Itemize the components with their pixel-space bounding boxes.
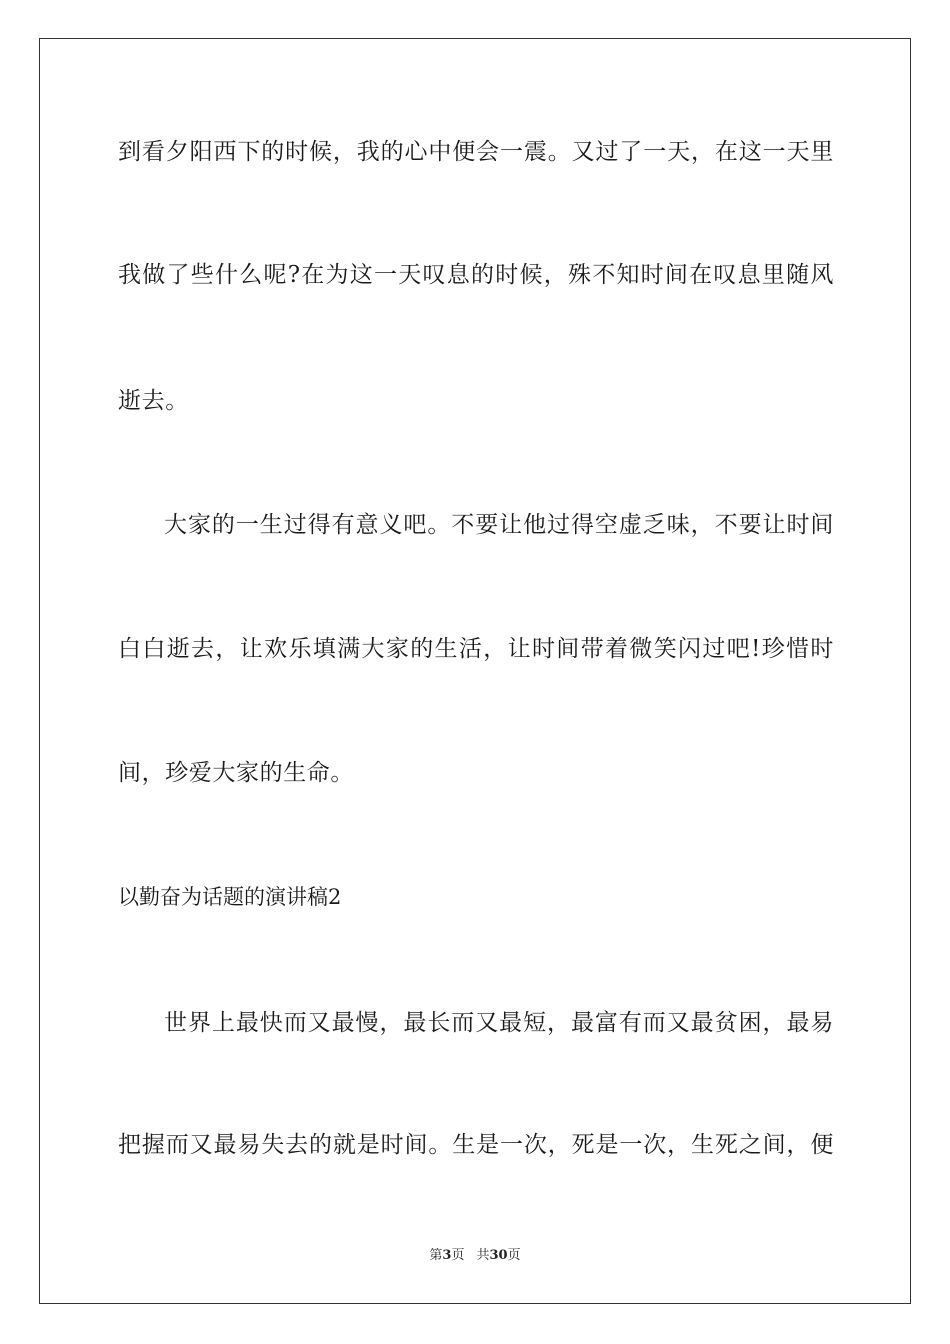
footer-total-prefix: 共 bbox=[476, 1248, 490, 1263]
page-frame bbox=[39, 38, 911, 1304]
text-line: 逝去。 bbox=[118, 388, 189, 414]
page-number: 3 bbox=[442, 1248, 452, 1263]
footer-total-suffix: 页 bbox=[507, 1248, 521, 1263]
page-footer bbox=[0, 1247, 950, 1265]
total-pages: 30 bbox=[489, 1248, 508, 1263]
footer-page-suffix: 页 bbox=[451, 1248, 465, 1263]
text-line: 间，珍爱大家的生命。 bbox=[118, 760, 354, 786]
text-line: 到看夕阳西下的时候，我的心中便会一震。又过了一天，在这一天里 bbox=[118, 139, 834, 165]
text-line: 世界上最快而又最慢，最长而又最短，最富有而又最贫困，最易 bbox=[164, 1010, 834, 1036]
text-line: 把握而又最易失去的就是时间。生是一次，死是一次，生死之间，便 bbox=[118, 1132, 834, 1158]
text-line: 大家的一生过得有意义吧。不要让他过得空虚乏味，不要让时间 bbox=[164, 512, 834, 538]
section-heading: 以勤奋为话题的演讲稿2 bbox=[118, 885, 342, 909]
footer-prefix: 第 bbox=[429, 1248, 443, 1263]
text-line: 我做了些什么呢?在为这一天叹息的时候，殊不知时间在叹息里随风 bbox=[118, 262, 834, 288]
text-line: 白白逝去，让欢乐填满大家的生活，让时间带着微笑闪过吧!珍惜时 bbox=[118, 636, 834, 662]
